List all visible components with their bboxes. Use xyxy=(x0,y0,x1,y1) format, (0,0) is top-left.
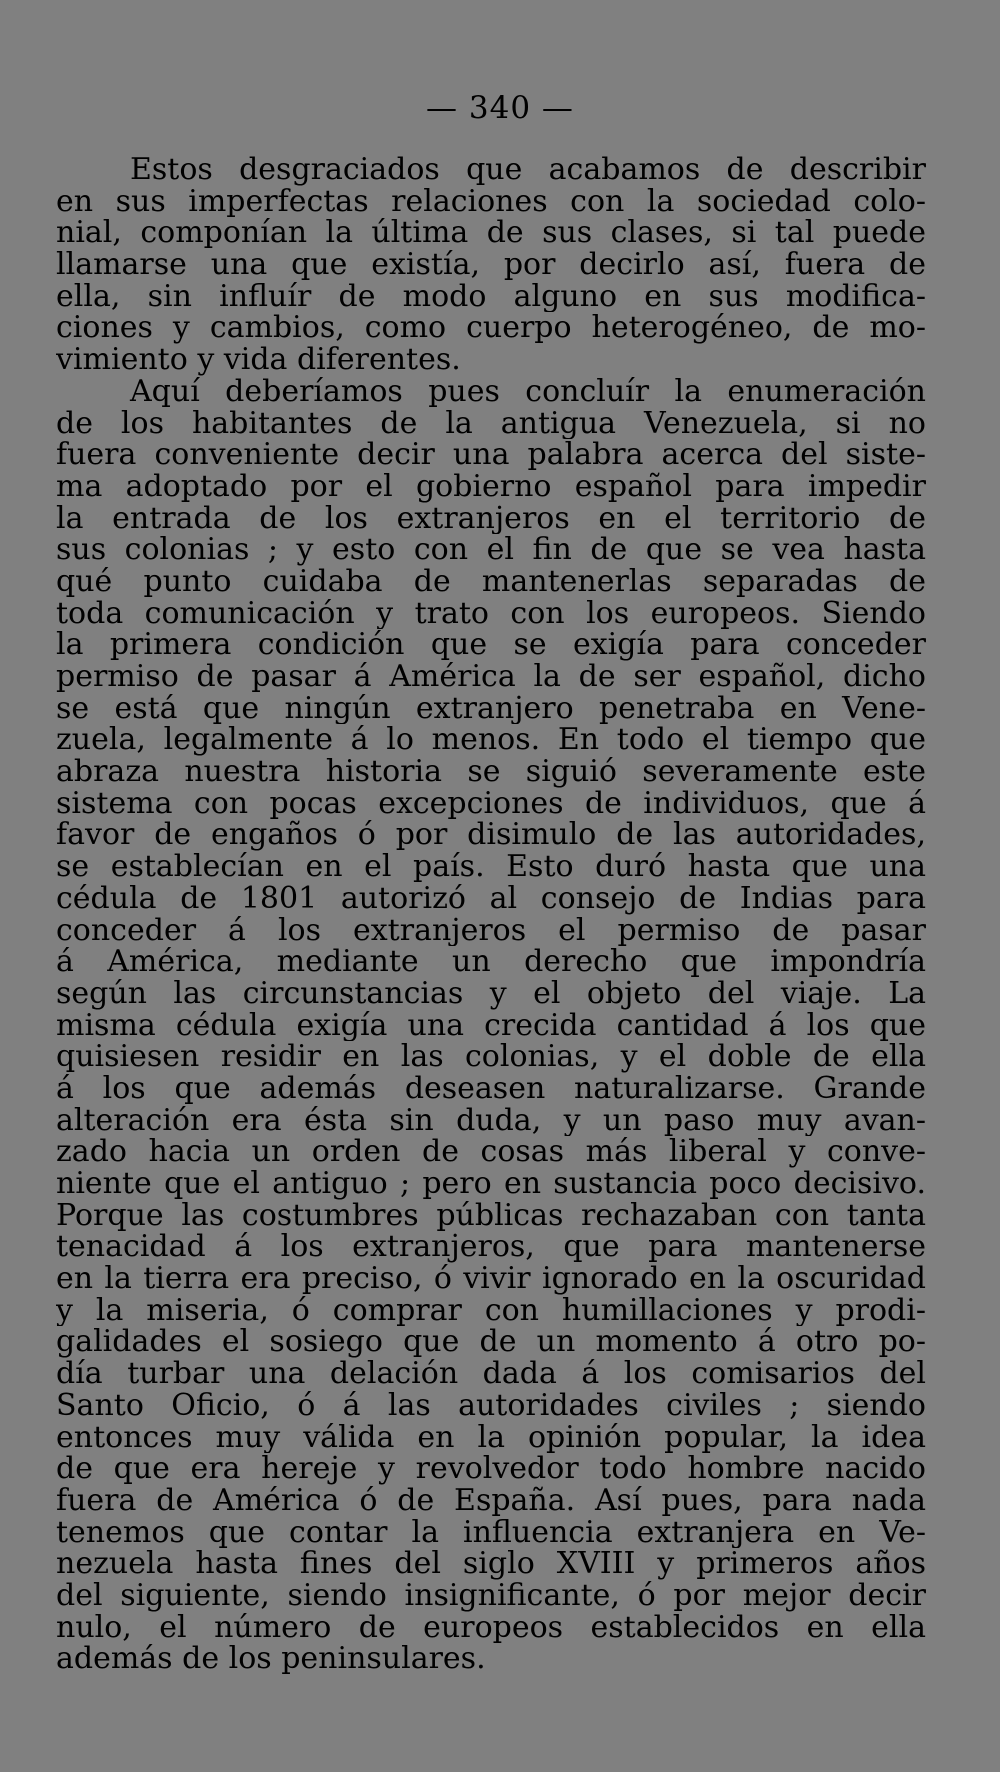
text-line: además de los peninsulares. xyxy=(56,1643,486,1675)
text-line: Santo Oficio, ó á las autoridades civiles ; siendo xyxy=(56,1389,926,1422)
text-line: se establecían en el país. Esto duró hasta que una xyxy=(56,851,926,883)
text-line: qué punto cuidaba de mantenerlas separadas de xyxy=(56,565,926,598)
text-line: á los que además deseasen naturalizarse. Grande xyxy=(56,1072,926,1105)
page-number: — 340 — xyxy=(426,90,574,126)
text-line: fuera de América ó de España. Así pues, para nada xyxy=(56,1484,926,1517)
text-line: y la miseria, ó comprar con humillaciones y prodi- xyxy=(56,1294,926,1327)
text-line: según las circunstancias y el objeto del viaje. La xyxy=(56,977,926,1010)
text-line: Porque las costumbres públicas rechazaban con tanta xyxy=(56,1199,926,1232)
text-line: conceder á los extranjeros el permiso de pasar xyxy=(56,914,926,947)
text-line: ciones y cambios, como cuerpo heterogéneo, de mo- xyxy=(56,312,926,345)
text-line: entonces muy válida en la opinión popular, la idea xyxy=(56,1421,926,1454)
text-line: á América, mediante un derecho que impondría xyxy=(56,946,926,978)
text-line: vimiento y vida diferentes. xyxy=(56,344,461,376)
text-line: en sus imperfectas relaciones con la sociedad colo- xyxy=(56,185,926,218)
text-line: toda comunicación y trato con los europeos. Siendo xyxy=(56,597,926,630)
text-line: tenacidad á los extranjeros, que para mantenerse xyxy=(56,1231,926,1264)
text-line: permiso de pasar á América la de ser español, dicho xyxy=(56,661,926,693)
text-line: zuela, legalmente á lo menos. En todo el tiempo que xyxy=(56,724,926,757)
text-line: Estos desgraciados que acabamos de describir xyxy=(130,154,926,186)
text-line: del siguiente, siendo insignificante, ó por mejor decir xyxy=(56,1579,926,1612)
text-line: ma adoptado por el gobierno español para impedir xyxy=(56,470,926,503)
text-line: tenemos que contar la influencia extranjera en Ve- xyxy=(56,1516,926,1549)
text-line: galidades el sosiego que de un momento á otro po- xyxy=(56,1326,926,1359)
text-line: fuera conveniente decir una palabra acerca del siste- xyxy=(56,439,926,471)
text-line: de los habitantes de la antigua Venezuela, si no xyxy=(56,407,926,440)
text-line: Aquí deberíamos pues concluír la enumeración xyxy=(130,375,926,408)
text-line: niente que el antiguo ; pero en sustancia poco decisivo. xyxy=(56,1168,926,1200)
text-line: favor de engaños ó por disimulo de las autoridades, xyxy=(56,819,926,852)
text-line: abraza nuestra historia se siguió severamente este xyxy=(56,756,926,788)
text-line: nezuela hasta fines del siglo XVIII y primeros años xyxy=(56,1548,926,1580)
text-line: misma cédula exigía una crecida cantidad á los que xyxy=(56,1009,926,1042)
body-text xyxy=(56,154,926,1675)
text-line: nial, componían la última de sus clases, si tal puede xyxy=(56,217,926,250)
text-line: de que era hereje y revolvedor todo hombre nacido xyxy=(56,1453,926,1485)
text-line: en la tierra era preciso, ó vivir ignorado en la oscuridad xyxy=(56,1263,926,1295)
text-line: se está que ningún extranjero penetraba en Vene- xyxy=(56,692,926,725)
text-line: la entrada de los extranjeros en el territorio de xyxy=(56,502,926,535)
text-line: llamarse una que existía, por decirlo así, fuera de xyxy=(56,249,926,281)
text-line: nulo, el número de europeos establecidos en ella xyxy=(56,1611,926,1644)
text-line: cédula de 1801 autorizó al consejo de Indias para xyxy=(56,882,926,915)
text-line: alteración era ésta sin duda, y un paso muy avan- xyxy=(56,1104,926,1137)
text-line: sistema con pocas excepciones de individuos, que á xyxy=(56,787,926,820)
text-line: la primera condición que se exigía para conceder xyxy=(56,629,926,661)
text-line: ella, sin influír de modo alguno en sus modifica- xyxy=(56,280,926,313)
text-line: día turbar una delación dada á los comisarios del xyxy=(56,1358,926,1390)
text-line: sus colonias ; y esto con el fin de que se vea hasta xyxy=(56,534,926,566)
text-line: quisiesen residir en las colonias, y el doble de ella xyxy=(56,1041,926,1073)
text-line: zado hacia un orden de cosas más liberal y conve- xyxy=(56,1136,926,1168)
